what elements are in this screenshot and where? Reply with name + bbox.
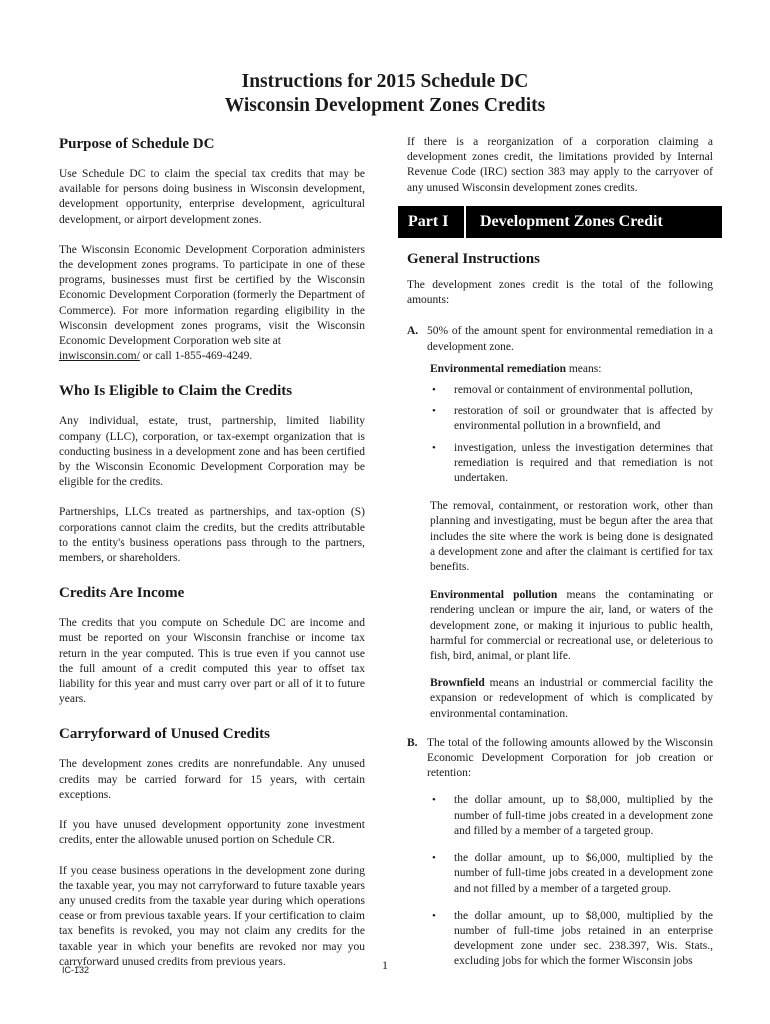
list-item: • removal or containment of environmental pollution, [430,383,713,398]
job-credit-list [430,793,713,969]
env-remediation-definition: Environmental remediation means: [430,362,602,375]
item-a-marker: A. [407,325,419,338]
list-item: • the dollar amount, up to $6,000, multiplied by the number of full-time jobs created in a development zone and not filled by a member of a targeted group. [430,851,713,897]
list-item: • investigation, unless the investigation determines that remediation is required and that remediation is not undertaken. [430,441,713,487]
purpose-paragraph-1: Use Schedule DC to claim the special tax credits that may be available for persons doing business in Wisconsin development, development opportunity, enterprise development, agricultural development, or airport development zones. [59,168,365,226]
eligible-paragraph-2: Partnerships, LLCs treated as partnerships, and tax-option (S) corporations cannot claim the credits, but the credits attributable to the entity's business operations pass through to the partners, members, or shareholders. [59,506,365,565]
list-item: • the dollar amount, up to $8,000, multiplied by the number of full-time jobs created in a development zone and filled by a member of a targeted group. [430,793,713,839]
item-b [407,736,713,782]
web-link[interactable]: inwisconsin.com/ [59,350,140,363]
brownfield-definition: Brownfield means an industrial or commercial facility the expansion or redevelopment of which is complicated by environmental contamination. [430,677,713,720]
list-item: • the dollar amount, up to $8,000, multiplied by the number of full-time jobs retained in an enterprise development zone under sec. 238.397, Wis. Stats., excluding jobs for which the former Wisconsin jobs [430,909,713,970]
item-a [407,324,713,354]
carryforward-paragraph-1: The development zones credits are nonrefundable. Any unused credits may be carried forward for 15 years, with certain exceptions. [59,758,365,801]
item-b-text: The total of the following amounts allowed by the Wisconsin Economic Development Corporation for job creation or retention: [427,736,713,780]
left-column [59,135,365,970]
bullet-icon: • [432,405,436,418]
eligible-paragraph-1: Any individual, estate, trust, partnership, limited liability company (LLC), corporation, or tax-exempt organization that is conducting business in a development zone and has been certified by the Wisconsin Economic Development Corporation may be eligible for the credits. [59,415,365,489]
title-line-1: Instructions for 2015 Schedule DC [241,71,529,92]
bullet-icon: • [432,852,436,865]
env-remediation-list [430,383,713,486]
right-column-top [407,135,713,196]
purpose-heading: Purpose of Schedule DC [59,136,215,152]
general-instructions-heading: General Instructions [407,251,540,267]
eligible-heading: Who Is Eligible to Claim the Credits [59,383,293,400]
item-a-details [430,362,713,722]
item-b-marker: B. [407,736,418,749]
item-b-details [430,793,713,969]
income-heading: Credits Are Income [59,585,185,602]
list-item: • restoration of soil or groundwater that is affected by environmental pollution in a brownfield, and [430,404,713,434]
bullet-icon: • [432,441,436,454]
removal-paragraph: The removal, containment, or restoration work, other than planning and investigating, must be begun after the area that includes the site where the work is being done is designated a development zone and after the claimant is certified for tax benefits. [430,500,713,574]
item-a-text: 50% of the amount spent for environmental remediation in a development zone. [427,325,713,353]
carryforward-paragraph-2: If you have unused development opportunity zone investment credits, enter the allowable unused portion on Schedule CR. [59,819,365,847]
general-paragraph: The development zones credit is the total of the following amounts: [407,279,713,307]
title-line-2: Wisconsin Development Zones Credits [224,95,546,116]
income-paragraph: The credits that you compute on Schedule DC are income and must be reported on your Wisconsin franchise or income tax return in the year computed. This is true even if you cannot use the full amount of a credit computed this year to offset tax liability for this year and must carry over part or all of it to future years. [59,617,365,706]
bullet-icon: • [432,909,436,922]
bullet-icon: • [432,794,436,807]
purpose-paragraph-2: The Wisconsin Economic Development Corporation administers the development zones programs. To participate in one of these programs, businesses must first be certified by the Wisconsin Economic Development Corporation (formerly the Department of Commerce). For more information regarding eligibility in the Wisconsin development zones programs, visit the Wisconsin Economic Development Corporation web site at inwisconsin.com/ or call 1-855-469-4249. [59,243,365,363]
part-number: Part I [398,206,466,238]
bullet-icon: • [432,384,436,397]
part-title: Development Zones Credit [480,213,663,230]
document-title [0,70,770,118]
env-pollution-definition: Environmental pollution means the contaminating or rendering unclean or impure the air, land, or waters of the development zone, or making it injurious to public health, harmful for commercial or recreational use, or deleterious to fish, bird, animal, or plant life. [430,589,713,663]
carryforward-heading: Carryforward of Unused Credits [59,726,270,743]
right-column [407,250,713,970]
carryforward-paragraph-3: If you cease business operations in the development zone during the taxable year, you may not carryforward to future taxable years any unused credits from the taxable year during which operations cease or from previous taxable years. If your certification to claim tax benefits is revoked, you may not claim any credits for the taxable year in which your benefits are revoked nor may you carryforward unused credits from previous years. [59,864,365,968]
part-header-bar [398,206,722,238]
form-code: IC-132 [62,965,90,975]
reorganization-paragraph: If there is a reorganization of a corporation claiming a development zones credit, the limitations provided by Internal Revenue Code (IRC) section 383 may apply to the carryover of any unused Wisconsin development zones credits. [407,136,713,194]
page-number: 1 [382,958,388,972]
